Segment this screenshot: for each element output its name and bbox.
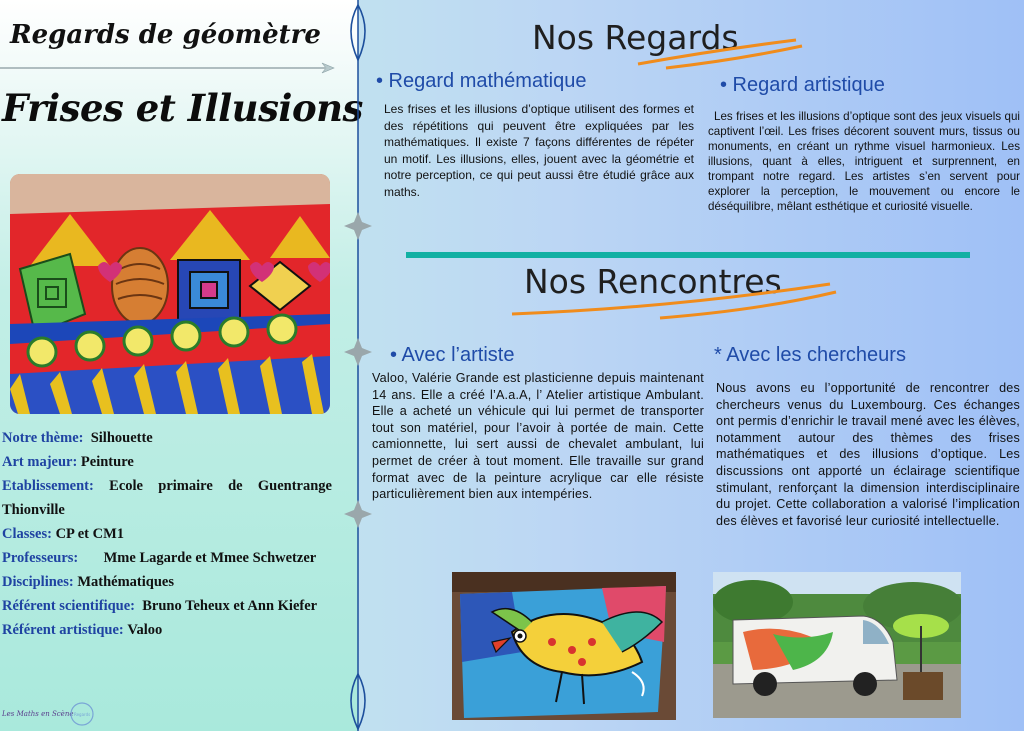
regards-swoosh (636, 36, 806, 70)
partner-logos (0, 700, 100, 730)
svg-text:Regards: Regards (74, 712, 91, 717)
info-row-sci-referent: Référent scientifique: Bruno Teheux et Ann Kiefer (2, 598, 318, 614)
info-row-disciplines: Disciplines: Mathématiques (2, 574, 174, 590)
rencontres-title: Nos Rencontres (524, 262, 782, 301)
svg-text:Les Maths en Scène: Les Maths en Scène (2, 710, 74, 718)
main-title: Frises et Illusions (2, 86, 363, 130)
regard-math-heading: • Regard mathématique (376, 70, 587, 92)
section-separator (406, 252, 970, 258)
artist-heading: • Avec l’artiste (390, 344, 515, 366)
regard-math-text: Les frises et les illusions d’optique utilisent des formes et des répétitions qui peuvent être expliquées par les mathématiques. Il existe 7 façons différentes de répéter un motif. Les illusions, elles, jouent avec la géométrie et notre perception, ce qui peut aussi être étudié grâce aux maths. (384, 102, 694, 199)
info-row-art-referent: Référent artistique: Valoo (2, 622, 163, 638)
van-photo (713, 572, 961, 718)
info-row-classes: Classes: CP et CM1 (2, 526, 125, 542)
researchers-text: Nous avons eu l’opportunité de rencontrer des chercheurs venus du Luxembourg. Ces échanges ont permis d’enrichir le travail mené avec les élèves, notamment autour des thèmes des frises mathématiques et des illusions d’optique. Les discussions ont apporté un éclairage scientifique stimulant, renforçant la dimension interdisciplinaire du projet. Cette collaboration a valorisé l’implication des élèves et favorisé leur curiosité intellectuelle. (716, 381, 1020, 528)
regards-title: Nos Regards (532, 18, 739, 57)
frieze-artwork-image (10, 174, 330, 414)
vertical-divider (338, 0, 378, 731)
project-info (2, 426, 332, 642)
topic-title: Regards de géomètre (10, 20, 321, 50)
artist-text: Valoo, Valérie Grande est plasticienne depuis maintenant 14 ans. Elle a créé l’A.a.A, l’ Atelier artistique Ambulant. Elle a acheté un véhicule qui lui permet de transporter tout son matériel, pour l’avoir à portée de main. Cette camionnette, lui sert aussi de chevalet ambulant, lui permet de créer à tout moment. Elle travaille sur grand format avec de la peinture acrylique car elle résiste particulièrement bien aux intempéries. (372, 371, 704, 502)
arrow-line-decoration (0, 60, 345, 76)
regard-art-text: Les frises et les illusions d’optique sont des jeux visuels qui captivent l’œil. Les frises décorent souvent murs, tissus ou monuments, en créant un rythme visuel harmonieux. Les illusions, quant à elles, intriguent et surprennent, en trompant notre regard. Les artistes s’en servent pour explorer la perception, le mouvement ou encore le déséquilibre, mêlant esthétique et curiosité visuelle. (708, 110, 1020, 213)
info-row-school: Etablissement: Ecole primaire de Guentrange Thionville (2, 478, 332, 518)
regard-art-heading: • Regard artistique (720, 74, 885, 96)
rencontres-swoosh (510, 278, 840, 320)
bird-painting-photo (452, 572, 676, 720)
info-row-theme: Notre thème: Silhouette (2, 430, 153, 446)
info-row-teachers: Professeurs: Mme Lagarde et Mmee Schwetzer (2, 550, 317, 566)
researchers-heading: * Avec les chercheurs (714, 344, 906, 366)
info-row-art: Art majeur: Peinture (2, 454, 134, 470)
